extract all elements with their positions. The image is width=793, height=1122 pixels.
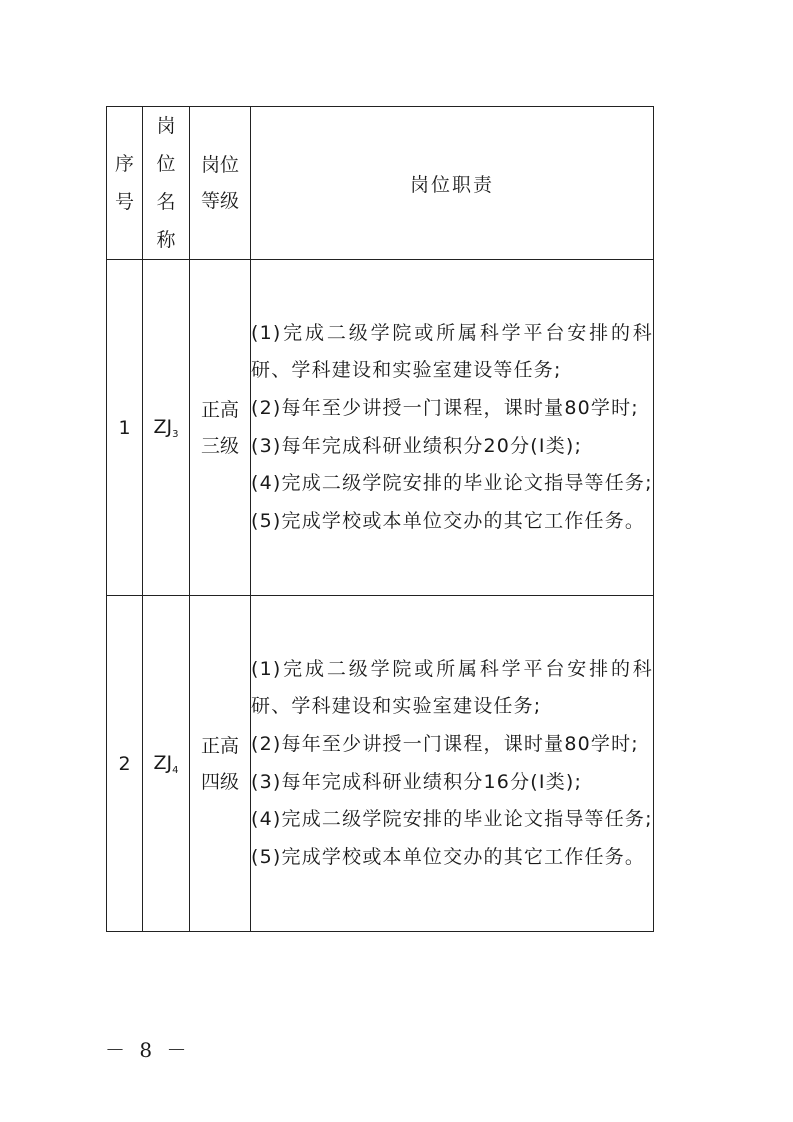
table-row xyxy=(107,260,654,596)
duty-item: (4)完成二级学院安排的毕业论文指导等任务; xyxy=(251,472,653,495)
header-post-level-line: 等级 xyxy=(200,190,239,212)
post-name-text: ZJ xyxy=(153,751,173,774)
post-level-line: 四级 xyxy=(200,770,239,793)
duty-item: (5)完成学校或本单位交办的其它工作任务。 xyxy=(251,845,646,868)
header-post-name xyxy=(143,107,190,260)
row-duties xyxy=(251,596,654,932)
header-seq-char: 号 xyxy=(114,191,134,213)
duty-table xyxy=(106,106,654,932)
header-post-name-char: 称 xyxy=(156,229,176,251)
header-post-name-char: 岗 xyxy=(156,115,176,137)
post-name-subscript: 3 xyxy=(172,428,179,440)
row-post-level xyxy=(190,260,251,596)
header-post-name-char: 名 xyxy=(156,191,176,213)
duty-item: (1)完成二级学院或所属科学平台安排的科研、学科建设和实验室建设等任务; xyxy=(251,321,653,382)
post-level-line: 正高 xyxy=(200,734,239,757)
duty-item: (2)每年至少讲授一门课程，课时量80学时; xyxy=(251,732,639,755)
table-row xyxy=(107,596,654,932)
duty-item: (1)完成二级学院或所属科学平台安排的科研、学科建设和实验室建设任务; xyxy=(251,657,653,718)
row-duties xyxy=(251,260,654,596)
post-name-subscript: 4 xyxy=(172,764,179,776)
page-number: － 8 － xyxy=(105,1038,191,1062)
row-post-name xyxy=(143,260,190,596)
row-seq: 2 xyxy=(107,596,143,932)
row-post-name xyxy=(143,596,190,932)
header-post-level xyxy=(190,107,251,260)
duty-item: (2)每年至少讲授一门课程，课时量80学时; xyxy=(251,396,639,419)
header-seq-char: 序 xyxy=(114,153,134,175)
post-name-text: ZJ xyxy=(153,415,173,438)
duty-item: (4)完成二级学院安排的毕业论文指导等任务; xyxy=(251,808,653,831)
header-row xyxy=(107,107,654,260)
post-level-line: 正高 xyxy=(200,398,239,421)
row-post-level xyxy=(190,596,251,932)
header-post-level-line: 岗位 xyxy=(200,154,239,176)
row-seq: 1 xyxy=(107,260,143,596)
header-seq xyxy=(107,107,143,260)
header-post-name-char: 位 xyxy=(156,153,176,175)
header-duties: 岗位职责 xyxy=(251,107,654,260)
duty-item: (3)每年完成科研业绩积分16分(I类); xyxy=(251,770,583,793)
duty-item: (5)完成学校或本单位交办的其它工作任务。 xyxy=(251,509,646,532)
duty-item: (3)每年完成科研业绩积分20分(I类); xyxy=(251,434,583,457)
post-level-line: 三级 xyxy=(200,434,239,457)
